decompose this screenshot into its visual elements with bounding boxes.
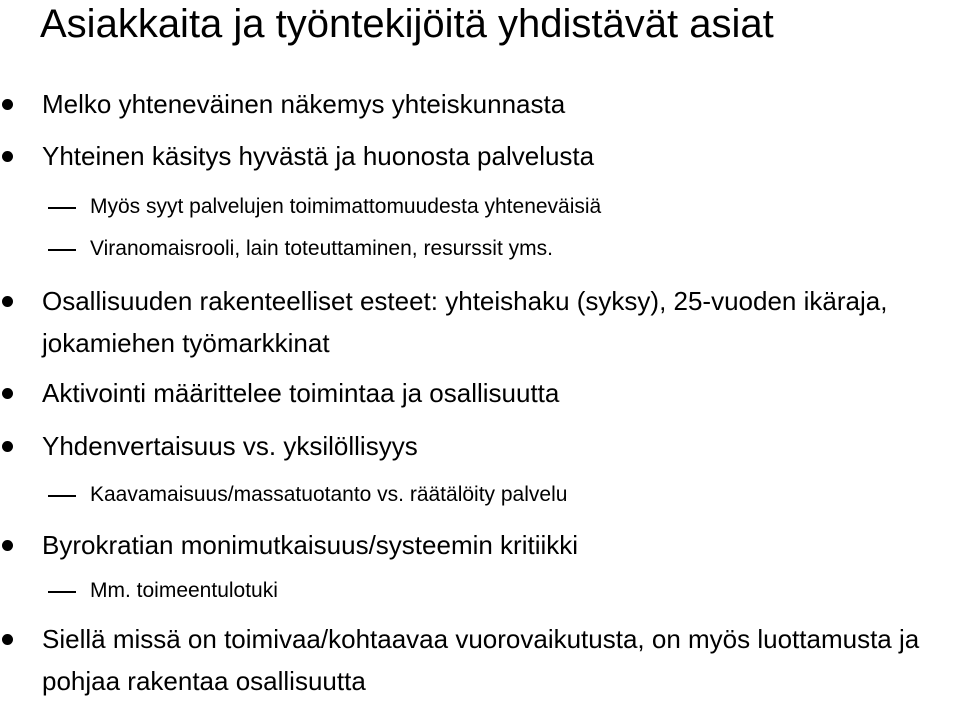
slide-title: Asiakkaita ja työntekijöitä yhdistävät asiat: [40, 2, 774, 46]
sub-item-text: Mm. toimeentulotuki: [90, 579, 278, 602]
bullet-item: [0, 84, 959, 124]
bullet-item: [0, 426, 959, 466]
bullet-text: Byrokratian monimutkaisuus/systeemin kritiikki: [42, 530, 579, 560]
bullet-icon: [2, 441, 13, 452]
sub-item: [0, 233, 959, 265]
bullet-text: Siellä missä on toimivaa/kohtaavaa vuorovaikutusta, on myös luottamusta ja pohjaa rakentaa osallisuutta: [42, 624, 920, 696]
bullet-icon: [2, 296, 13, 307]
dash-icon: [48, 495, 76, 497]
bullet-text: Melko yhteneväinen näkemys yhteiskunnasta: [42, 89, 566, 119]
bullet-item: [0, 136, 959, 176]
dash-icon: [48, 207, 76, 209]
bullet-text: Aktivointi määrittelee toimintaa ja osallisuutta: [42, 378, 560, 408]
bullet-item: [0, 373, 959, 413]
sub-item: [0, 479, 959, 511]
dash-icon: [48, 591, 76, 593]
sub-item-text: Kaavamaisuus/massatuotanto vs. räätälöity palvelu: [90, 483, 568, 506]
bullet-icon: [2, 634, 13, 645]
sub-item: [0, 191, 959, 223]
bullet-text: Yhdenvertaisuus vs. yksilöllisyys: [42, 431, 418, 461]
bullet-text: Osallisuuden rakenteelliset esteet: yhteishaku (syksy), 25-vuoden ikäraja, jokamiehen työmarkkinat: [42, 286, 888, 358]
bullet-item: [0, 280, 959, 364]
bullet-icon: [2, 99, 13, 110]
bullet-item: [0, 618, 959, 702]
bullet-text: Yhteinen käsitys hyvästä ja huonosta palvelusta: [42, 141, 595, 171]
bullet-item: [0, 525, 959, 565]
dash-icon: [48, 249, 76, 251]
bullet-icon: [2, 388, 13, 399]
sub-item-text: Viranomaisrooli, lain toteuttaminen, resurssit yms.: [90, 237, 553, 260]
sub-item: [0, 575, 959, 607]
sub-item-text: Myös syyt palvelujen toimimattomuudesta yhteneväisiä: [90, 195, 602, 218]
bullet-icon: [2, 540, 13, 551]
bullet-icon: [2, 151, 13, 162]
